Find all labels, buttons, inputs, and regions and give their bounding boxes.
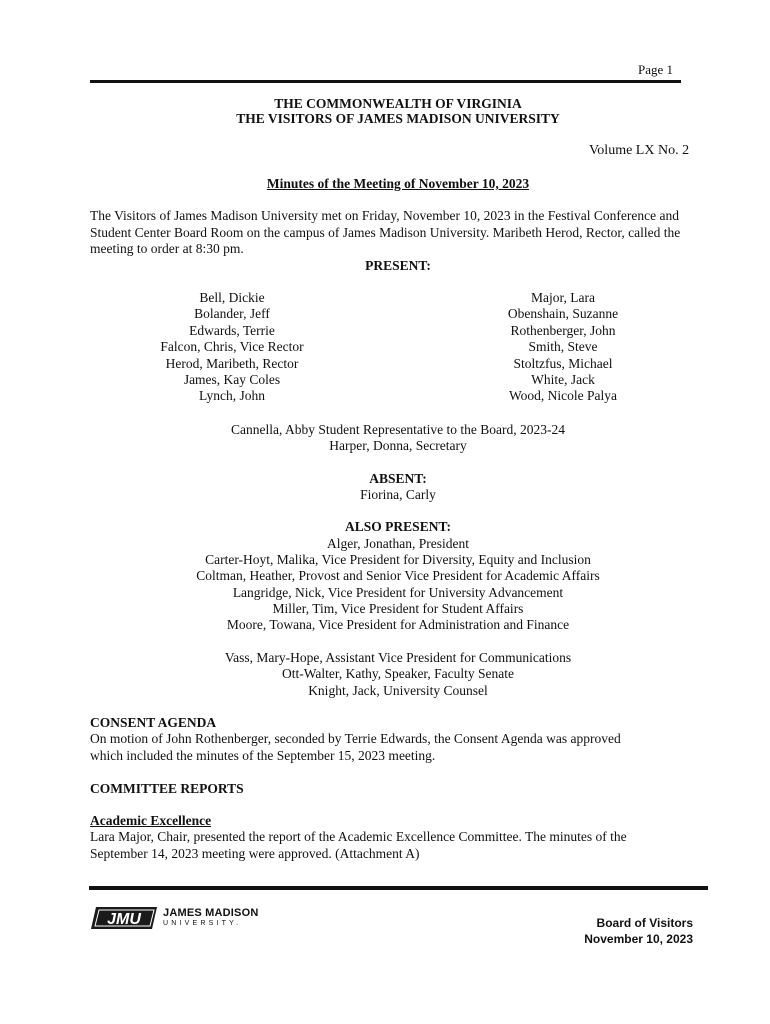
- academic-excellence-heading: Academic Excellence: [90, 813, 212, 828]
- also-present-heading: ALSO PRESENT:: [345, 519, 451, 534]
- present-member: James, Kay Coles: [183, 372, 281, 388]
- present-member: Bolander, Jeff: [194, 306, 270, 322]
- present-member: Herod, Maribeth, Rector: [165, 355, 299, 371]
- present-member: Stoltzfus, Michael: [513, 355, 613, 371]
- present-member: Lynch, John: [199, 388, 265, 404]
- present-member: Edwards, Terrie: [189, 322, 275, 338]
- also-present-member: Ott-Walter, Kathy, Speaker, Faculty Senate: [281, 666, 514, 681]
- jmu-logo: [91, 906, 157, 930]
- logo-wordmark: [163, 907, 259, 927]
- also-present-member: Knight, Jack, University Counsel: [308, 683, 488, 698]
- present-member: Rothenberger, John: [510, 322, 616, 338]
- present-member: Obenshain, Suzanne: [507, 306, 619, 322]
- present-member: Smith, Steve: [528, 339, 598, 355]
- also-present-member: Carter-Hoyt, Malika, Vice President for Diversity, Equity and Inclusion: [205, 552, 591, 567]
- present-heading: PRESENT:: [365, 258, 431, 273]
- volume-number: Volume LX No. 2: [589, 143, 690, 158]
- consent-agenda-heading: CONSENT AGENDA: [90, 715, 217, 730]
- present-member: Falcon, Chris, Vice Rector: [160, 339, 304, 355]
- logo-subtitle: UNIVERSITY.: [163, 920, 242, 927]
- logo-mark-text: JMU: [107, 911, 141, 928]
- intro-paragraph: The Visitors of James Madison University met on Friday, November 10, 2023 in the Festival Conference and Student Center Board Room on the campus of James Madison University. Maribeth Herod, Rector, called the meeting to order at 8:30 pm.: [90, 208, 681, 256]
- also-present-member: Moore, Towana, Vice President for Administration and Finance: [226, 617, 570, 632]
- header-commonwealth: THE COMMONWEALTH OF VIRGINIA: [274, 96, 522, 111]
- also-present-member: Miller, Tim, Vice President for Student Affairs: [272, 601, 524, 616]
- footer-date: November 10, 2023: [584, 932, 693, 946]
- present-member: White, Jack: [531, 372, 595, 388]
- present-other: Cannella, Abby Student Representative to the Board, 2023-24: [230, 422, 566, 437]
- consent-agenda-text: On motion of John Rothenberger, seconded by Terrie Edwards, the Consent Agenda was approved which included the minutes of the September 15, 2023 meeting.: [90, 731, 621, 763]
- absent-heading: ABSENT:: [369, 471, 427, 486]
- present-right-column: [463, 290, 663, 405]
- present-left-column: [132, 290, 332, 405]
- academic-excellence-text: Lara Major, Chair, presented the report of the Academic Excellence Committee. The minutes of the September 14, 2023 meeting were approved. (Attachment A): [90, 829, 627, 861]
- present-member: Major, Lara: [531, 290, 595, 305]
- absent-member: Fiorina, Carly: [360, 487, 436, 502]
- also-present-member: Langridge, Nick, Vice President for University Advancement: [232, 585, 564, 600]
- present-member: Bell, Dickie: [199, 290, 265, 305]
- committee-reports-heading: COMMITTEE REPORTS: [90, 781, 244, 796]
- also-present-member: Alger, Jonathan, President: [327, 536, 469, 551]
- logo-name: JAMES MADISON: [163, 907, 259, 919]
- header-visitors: THE VISITORS OF JAMES MADISON UNIVERSITY: [236, 111, 560, 126]
- footer-board: Board of Visitors: [596, 916, 693, 930]
- page-number: Page 1: [638, 62, 674, 77]
- present-member: Wood, Nicole Palya: [508, 388, 617, 404]
- present-other: Harper, Donna, Secretary: [329, 438, 467, 453]
- header-rule: [90, 80, 681, 83]
- minutes-title: Minutes of the Meeting of November 10, 2023: [266, 176, 530, 191]
- also-present-member: Coltman, Heather, Provost and Senior Vice President for Academic Affairs: [196, 568, 600, 583]
- also-present-member: Vass, Mary-Hope, Assistant Vice President for Communications: [224, 650, 572, 665]
- footer-rule: [89, 886, 708, 890]
